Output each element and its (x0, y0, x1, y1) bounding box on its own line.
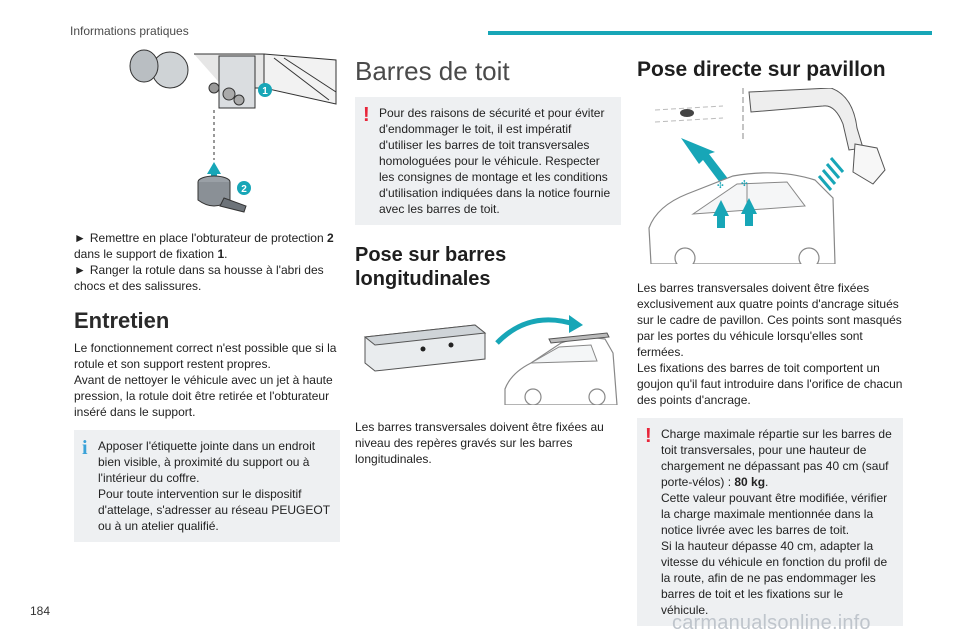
warning-notice-text: Pour des raisons de sécurité et pour éviter d'endommager le toit, il est impératif d'utiliser les barres de toit transversales homologuées pour le véhicule. Respecter les consignes de montage et les conditions d'utilisation indiquées dans la notice fournie avec les barres de toit. (379, 106, 611, 216)
direct-para-2: Les fixations des barres de toit comportent un goujon qu'il faut introduire dans l'orifice de chacun des points d'ancrage. (637, 361, 903, 407)
column-right (637, 48, 903, 626)
section-title-barres-de-toit: Barres de toit (355, 56, 510, 86)
info-notice (74, 430, 340, 542)
entretien-para-2: Avant de nettoyer le véhicule avec un jet à haute pression, la rotule doit être retirée et l'obturateur inséré dans le support. (74, 373, 333, 419)
info-icon: i (82, 437, 88, 459)
warning-load-text: Charge maximale répartie sur les barres de toit transversales, pour une hauteur de chargement ne dépassant pas 40 cm (sauf porte-vélos) : 80 kg. (661, 427, 892, 489)
info-notice-text: Apposer l'étiquette jointe dans un endroit bien visible, à proximité du support ou à l'intérieur du coffre. (98, 439, 316, 485)
section-title-entretien: Entretien (74, 308, 170, 333)
warning-notice-load (637, 418, 903, 626)
running-header: Informations pratiques (70, 24, 189, 38)
page-number: 184 (30, 604, 51, 618)
svg-text:✣: ✣ (717, 181, 724, 190)
warning-icon: ! (363, 104, 370, 126)
warning-load-text-2: Cette valeur pouvant être modifiée, vérifier la charge maximale mentionnée dans la notice livrée avec les barres de toit. (661, 491, 888, 537)
section-title-pose-directe: Pose directe sur pavillon (637, 58, 886, 81)
callout-1: 1 (262, 86, 268, 97)
entretien-para-1: Le fonctionnement correct n'est possible que si la rotule et son support restent propres. (74, 341, 337, 371)
column-middle (355, 48, 621, 467)
warning-icon: ! (645, 425, 652, 447)
watermark: carmanualsonline.info (672, 612, 871, 634)
longitudinal-bars-illustration (355, 297, 621, 405)
step-2: ► Ranger la rotule dans sa housse à l'abri des chocs et des salissures. (74, 263, 324, 293)
towbar-illustration (74, 48, 340, 218)
callout-2: 2 (241, 184, 247, 195)
bullet-icon: ► (74, 263, 86, 277)
longitudinal-text: Les barres transversales doivent être fixées au niveau des repères gravés sur les barres longitudinales. (355, 420, 604, 466)
info-notice-text-2: Pour toute intervention sur le dispositif d'attelage, s'adresser au réseau PEUGEOT ou à un atelier qualifié. (98, 487, 330, 533)
header-accent-bar (488, 31, 932, 35)
section-title-pose-barres: Pose sur barres longitudinales (355, 244, 507, 290)
direct-para-1: Les barres transversales doivent être fixées exclusivement aux quatre points d'ancrage situés sur le cadre de pavillon. Ces points sont masqués par les portes du véhicule lorsqu'elles sont fermées. (637, 281, 902, 359)
warning-notice-roof (355, 97, 621, 225)
roof-anchor-illustration (637, 88, 903, 264)
column-left (74, 48, 340, 542)
svg-text:✣: ✣ (741, 179, 748, 188)
step-1: ► Remettre en place l'obturateur de protection 2 dans le support de fixation 1. (74, 231, 334, 261)
warning-load-text-3: Si la hauteur dépasse 40 cm, adapter la vitesse du véhicule en fonction du profil de la route, afin de ne pas endommager les barres de toit et les fixations sur le véhicule. (661, 539, 888, 617)
bullet-icon: ► (74, 231, 86, 245)
steps-block (74, 230, 340, 294)
